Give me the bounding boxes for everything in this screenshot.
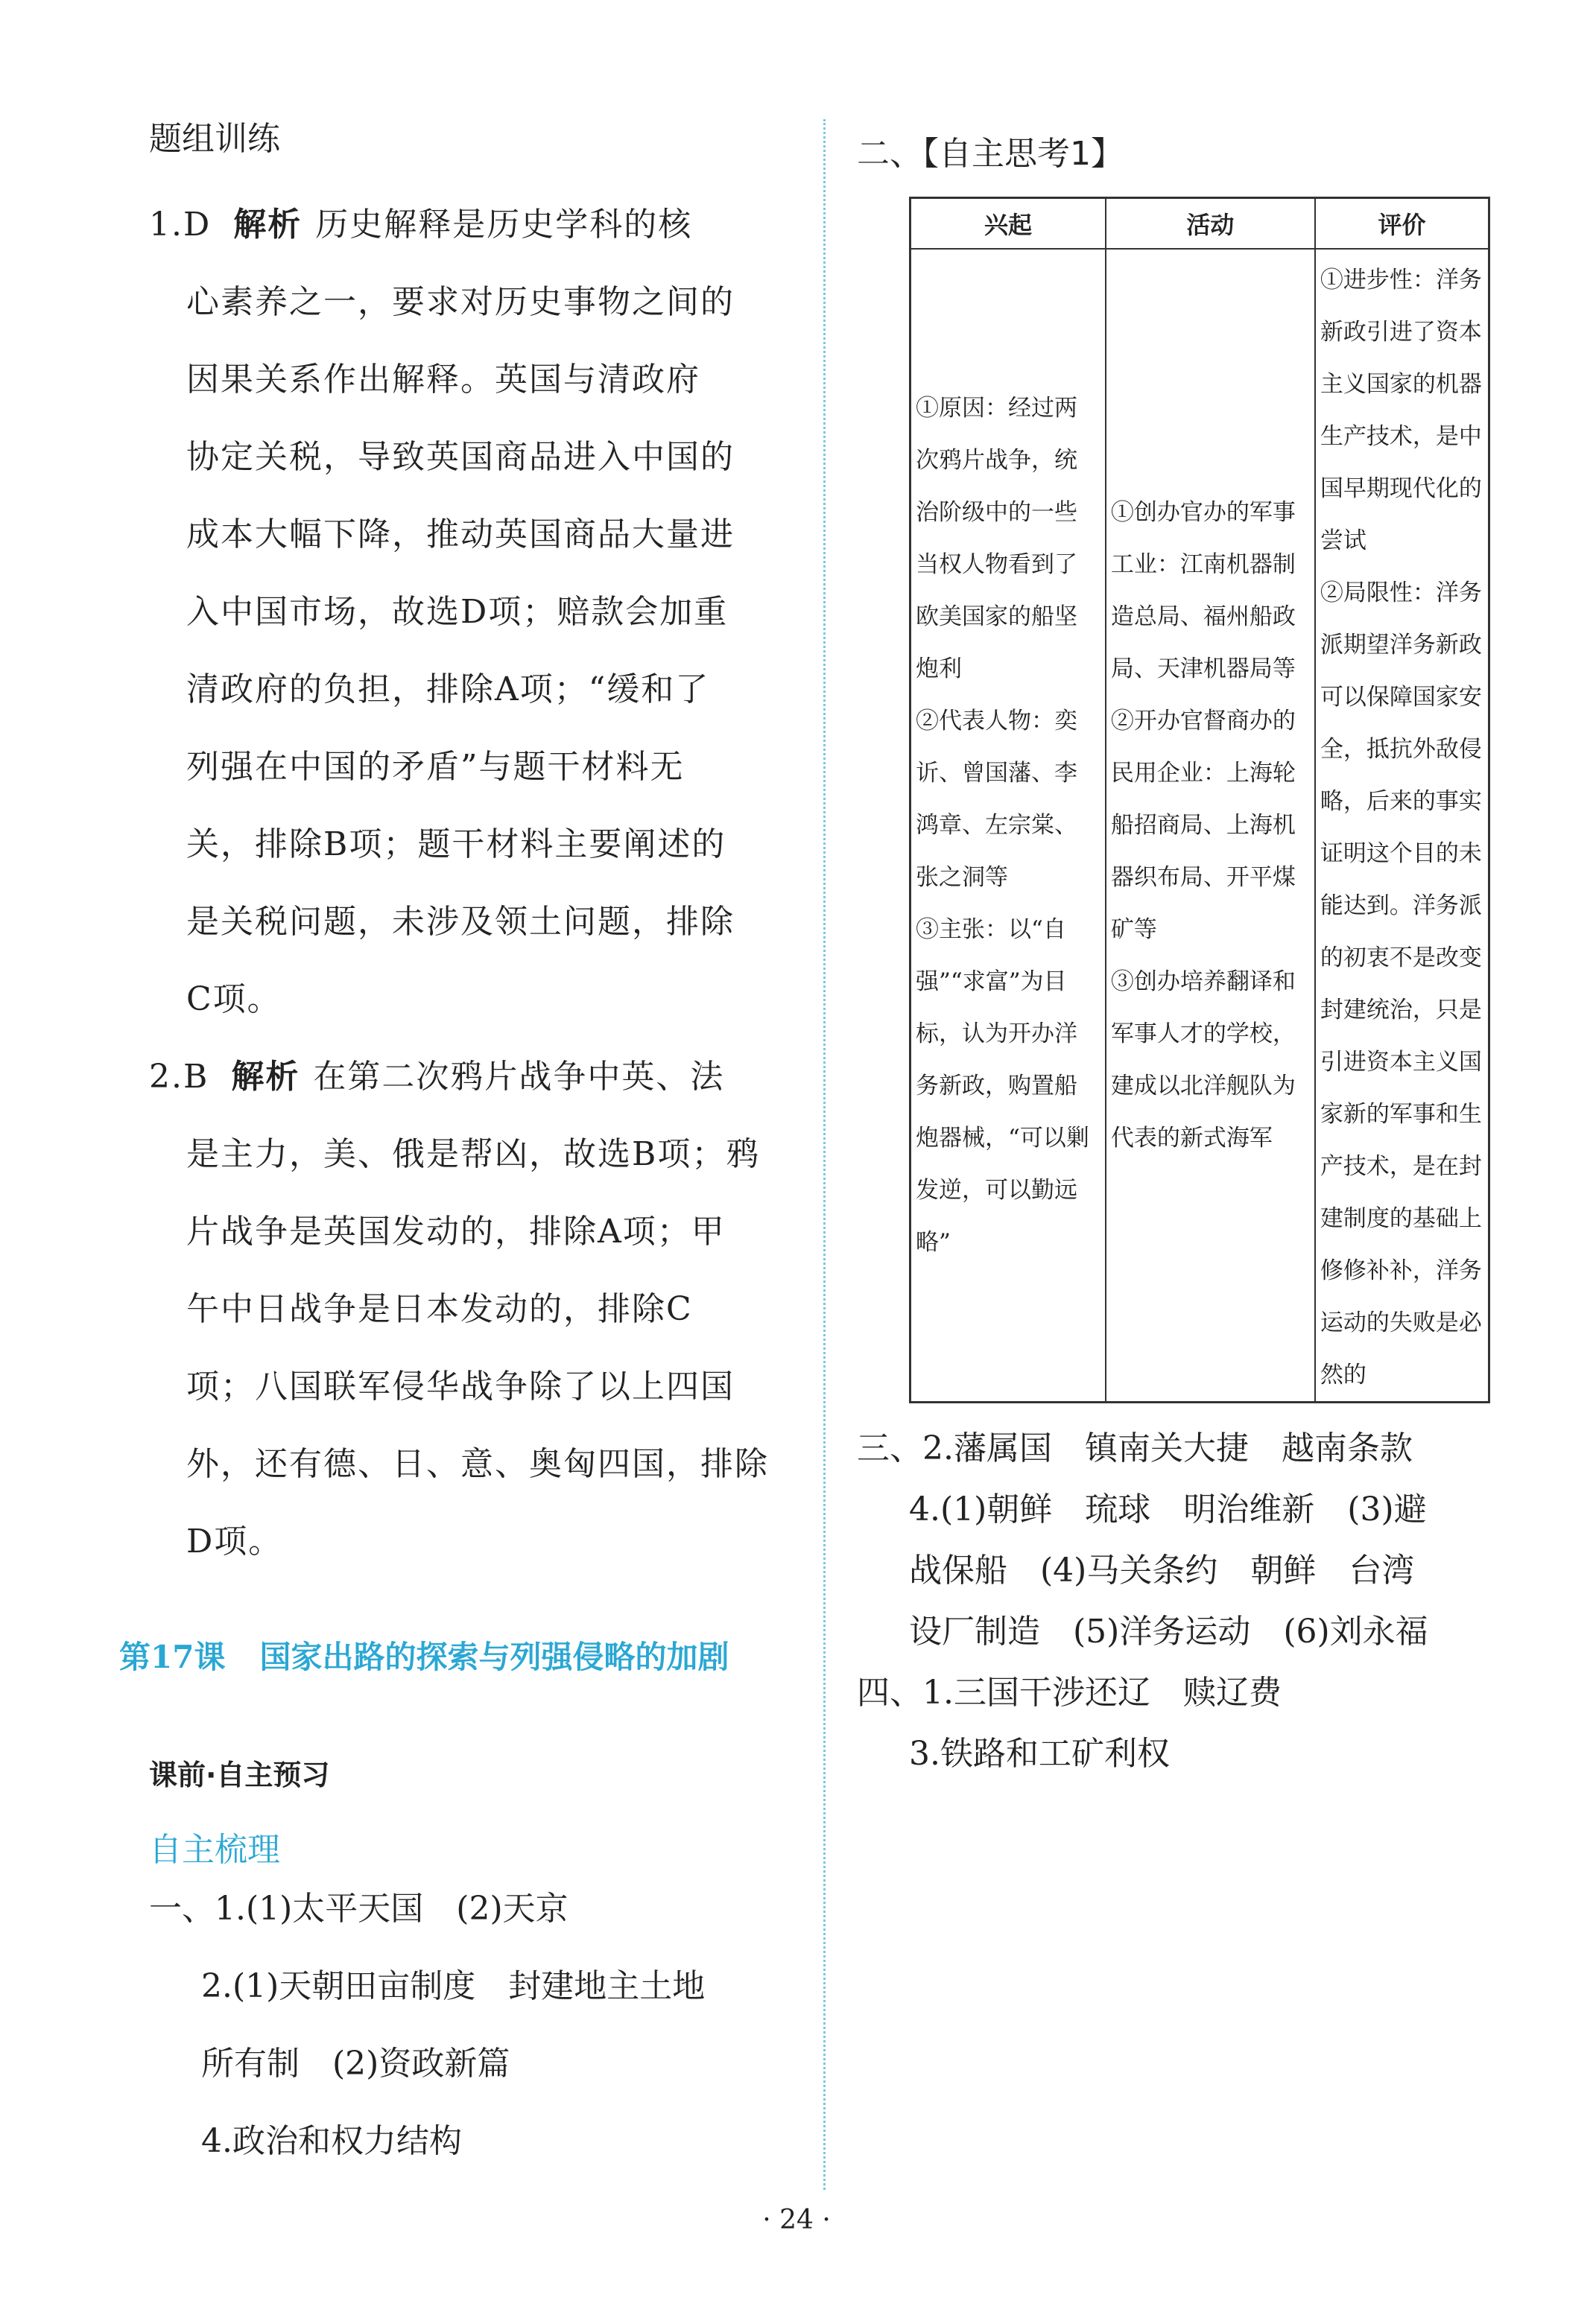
q1-line: 协定关税，导致英国商品进入中国的 bbox=[186, 438, 735, 476]
answer-line: 所有制 (2)资政新篇 bbox=[201, 2045, 510, 2083]
answer-line: 三、2.藩属国 镇南关大捷 越南条款 bbox=[857, 1429, 1413, 1467]
q2-analysis-label: 解析 bbox=[231, 1058, 300, 1096]
westernization-table bbox=[909, 197, 1490, 1403]
table-heading: 二、【自主思考1】 bbox=[857, 135, 1124, 173]
q1-line: 历史解释是历史学科的核 bbox=[315, 206, 693, 244]
answer-line: 设厂制造 (5)洋务运动 (6)刘永福 bbox=[909, 1613, 1428, 1651]
answer-line: 一、1.(1)太平天国 (2)天京 bbox=[149, 1890, 569, 1928]
question-2-answer bbox=[127, 1038, 797, 1581]
cell-paragraph: ②开办官督商办的民用企业：上海轮船招商局、上海机器织布局、开平煤矿等 bbox=[1110, 708, 1296, 943]
column-header: 评价 bbox=[1315, 198, 1489, 250]
table-row bbox=[910, 249, 1489, 1403]
q2-line: 项；八国联军侵华战争除了以上四国 bbox=[186, 1368, 735, 1406]
column-divider bbox=[823, 119, 826, 2190]
question-1-answer bbox=[127, 186, 797, 1038]
left-column bbox=[119, 112, 797, 2180]
q1-line: 清政府的负担，排除A项；“缓和了 bbox=[186, 670, 710, 708]
answer-line: 四、1.三国干涉还辽 赎辽费 bbox=[857, 1674, 1282, 1712]
q1-line: 关，排除B项；题干材料主要阐述的 bbox=[186, 825, 726, 863]
column-header: 兴起 bbox=[910, 198, 1106, 250]
subsection-heading: 自主梳理 bbox=[149, 1831, 280, 1869]
q2-line: 午中日战争是日本发动的，排除C bbox=[186, 1290, 693, 1328]
table-cell-rise bbox=[910, 249, 1106, 1403]
q2-number: 2.B bbox=[149, 1058, 209, 1096]
table-cell-evaluation bbox=[1315, 249, 1489, 1403]
q1-analysis-label: 解析 bbox=[233, 206, 303, 244]
cell-paragraph: ③主张：以“自强”“求富”为目标，认为开办洋务新政，购置船炮器械，“可以剿发逆，可以勤远略” bbox=[916, 916, 1089, 1256]
q1-line: 心素养之一，要求对历史事物之间的 bbox=[186, 283, 735, 321]
q1-line: 入中国市场，故选D项；赔款会加重 bbox=[186, 593, 729, 631]
column-header: 活动 bbox=[1106, 198, 1315, 250]
answer-line: 4.政治和权力结构 bbox=[201, 2122, 462, 2160]
answer-line: 2.(1)天朝田亩制度 封建地主土地 bbox=[201, 1967, 706, 2005]
q1-line: 成本大幅下降，推动英国商品大量进 bbox=[186, 515, 735, 553]
section-title: 题组训练 bbox=[149, 120, 280, 158]
answers-block bbox=[857, 1418, 1498, 1785]
table-cell-activity bbox=[1106, 249, 1315, 1403]
q2-line: 片战争是英国发动的，排除A项；甲 bbox=[186, 1213, 726, 1251]
lesson-number: 第17课 bbox=[119, 1639, 226, 1675]
answer-line: 战保船 (4)马关条约 朝鲜 台湾 bbox=[909, 1552, 1415, 1590]
q1-line: C项。 bbox=[186, 980, 282, 1018]
cell-paragraph: ②代表人物：奕䜣、曾国藩、李鸿章、左宗棠、张之洞等 bbox=[916, 708, 1077, 891]
q1-line: 列强在中国的矛盾”与题干材料无 bbox=[186, 748, 685, 786]
lesson-title bbox=[119, 1633, 797, 1677]
page-number: · 24 · bbox=[762, 2205, 831, 2235]
q1-number: 1.D bbox=[149, 206, 212, 244]
answer-line: 3.铁路和工矿利权 bbox=[909, 1735, 1170, 1773]
preview-heading: 课前·自主预习 bbox=[149, 1759, 330, 1791]
cell-paragraph: ②局限性：洋务派期望洋务新政可以保障国家安全，抵抗外敌侵略，后来的事实证明这个目的未能达到。洋务派的初衷不是改变封建统治，只是引进资本主义国家新的军事和生产技术，是在封建制度的基础上修修补补，洋务运动的失败是必然的 bbox=[1320, 580, 1482, 1388]
cell-paragraph: ①创办官办的军事工业：江南机器制造总局、福州船政局、天津机器局等 bbox=[1110, 499, 1296, 682]
table-header-row bbox=[910, 198, 1489, 250]
right-column bbox=[857, 112, 1498, 1785]
cell-paragraph: ①进步性：洋务新政引进了资本主义国家的机器生产技术，是中国早期现代化的尝试 bbox=[1320, 267, 1482, 554]
q2-line: 外，还有德、日、意、奥匈四国，排除 bbox=[186, 1445, 769, 1483]
answer-line: 4.(1)朝鲜 琉球 明治维新 (3)避 bbox=[909, 1490, 1427, 1528]
q1-line: 因果关系作出解释。英国与清政府 bbox=[186, 361, 700, 399]
q1-line: 是关税问题，未涉及领土问题，排除 bbox=[186, 903, 735, 941]
q2-line: 在第二次鸦片战争中英、法 bbox=[313, 1058, 725, 1096]
lesson-name: 国家出路的探索与列强侵略的加剧 bbox=[259, 1639, 729, 1675]
cell-paragraph: ③创办培养翻译和军事人才的学校，建成以北洋舰队为代表的新式海军 bbox=[1110, 968, 1296, 1152]
q2-line: 是主力，美、俄是帮凶，故选B项；鸦 bbox=[186, 1135, 761, 1173]
q2-line: D项。 bbox=[186, 1523, 283, 1561]
cell-paragraph: ①原因：经过两次鸦片战争，统治阶级中的一些当权人物看到了欧美国家的船坚炮利 bbox=[916, 395, 1077, 682]
